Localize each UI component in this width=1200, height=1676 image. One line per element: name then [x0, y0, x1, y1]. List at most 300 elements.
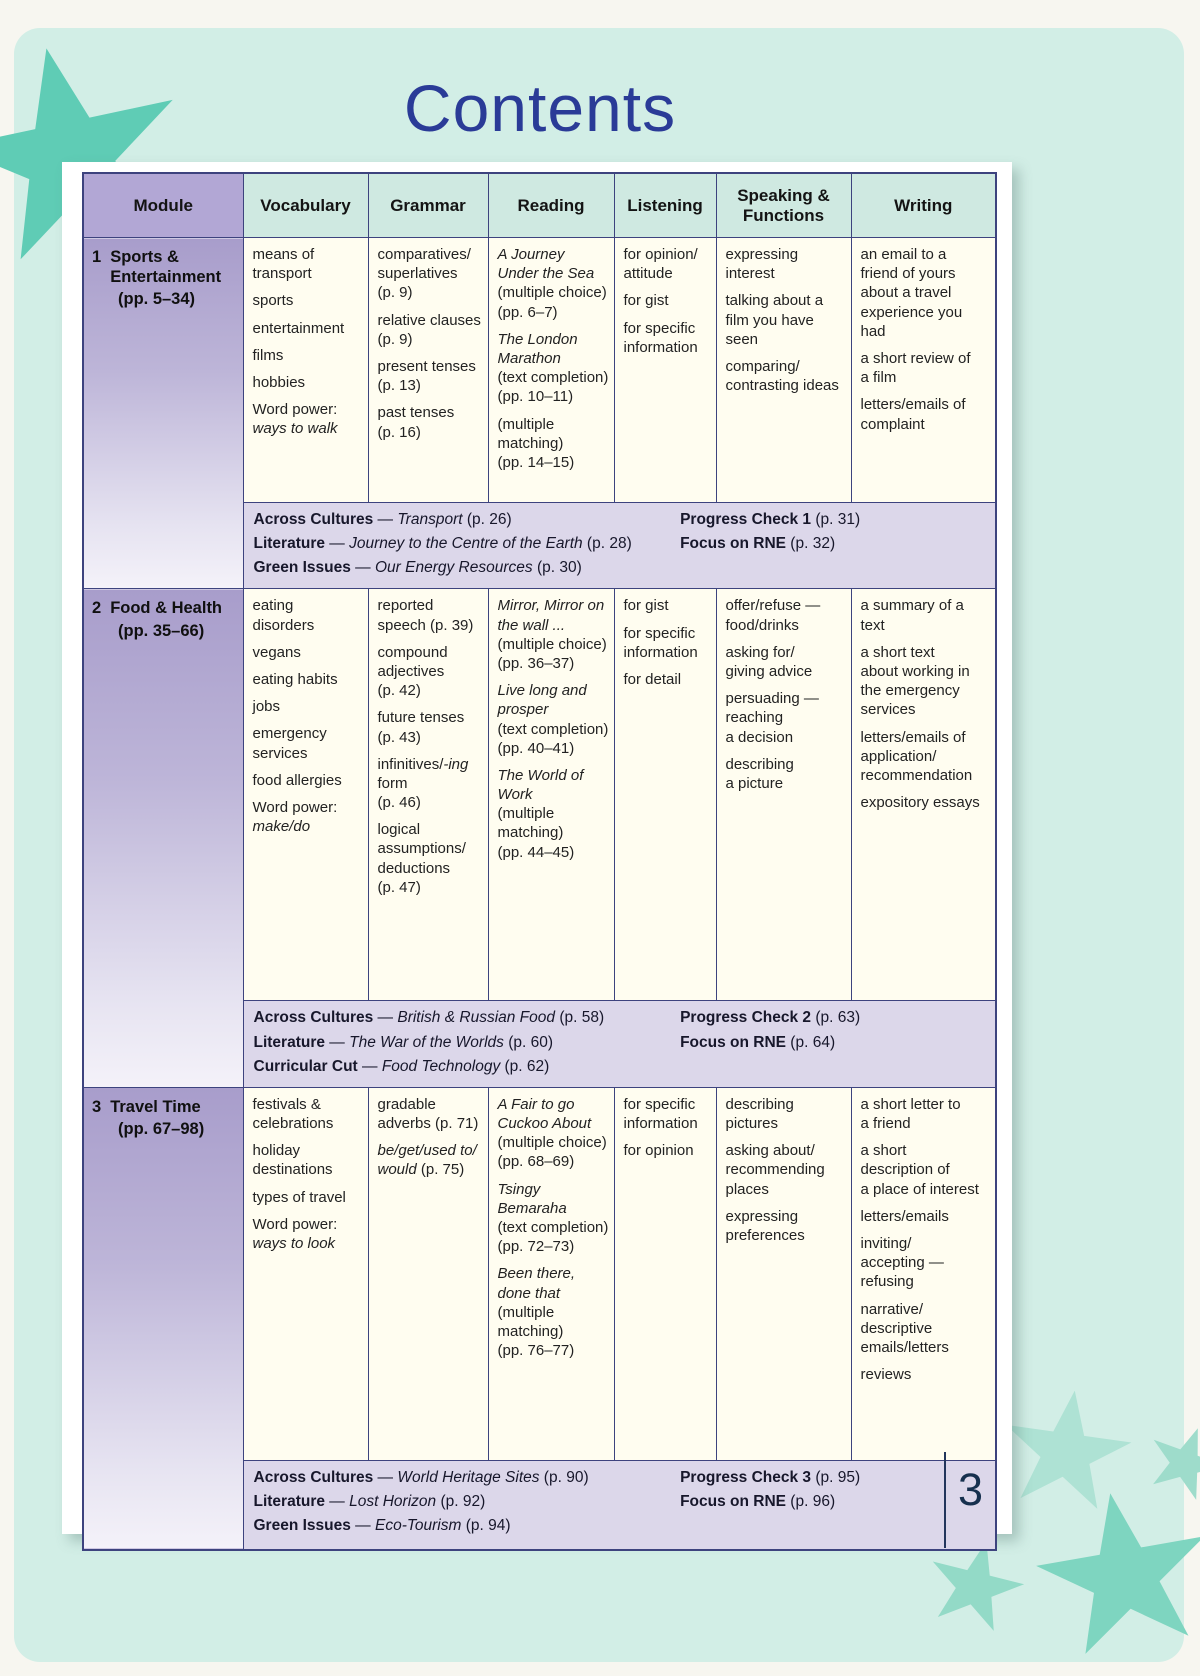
text-segment: for opinion — [623, 1142, 694, 1160]
text-segment: Green Issues — [253, 1517, 351, 1535]
vocabulary-item — [253, 798, 363, 836]
text-segment: (p. 42) — [377, 682, 421, 700]
text-segment: (p. 90) — [539, 1468, 589, 1486]
text-segment: a short review of — [860, 349, 971, 367]
text-segment: Progress Check 3 — [680, 1468, 812, 1486]
text-segment: (p. 9) — [377, 330, 413, 348]
speaking-cell — [716, 238, 851, 503]
grammar-item — [378, 1095, 483, 1133]
text-segment: eating habits — [252, 670, 338, 688]
text-segment: (pp. 40–41) — [497, 739, 575, 757]
listening-item — [624, 596, 711, 615]
text-segment: sports — [252, 292, 294, 310]
text-segment: (p. 32) — [786, 535, 836, 553]
text-segment: Transport — [397, 511, 463, 528]
grammar-item — [378, 596, 483, 634]
vocabulary-item — [253, 771, 363, 790]
module-number: 1 — [92, 248, 102, 266]
listening-item — [624, 291, 711, 310]
grammar-item — [378, 643, 483, 701]
grammar-cell — [368, 589, 488, 1001]
text-segment: a film — [860, 369, 897, 387]
text-segment: giving advice — [725, 662, 813, 680]
text-segment: means of — [252, 246, 315, 263]
text-segment: information — [623, 643, 698, 661]
contents-table-body — [83, 238, 996, 1551]
text-segment: A Fair to go Cuckoo About — [497, 1095, 592, 1133]
text-segment: offer/refuse — — [725, 597, 821, 615]
text-segment: Word power: — [252, 401, 338, 419]
text-segment: for gist — [623, 597, 669, 615]
text-segment: Word power: — [252, 1215, 338, 1233]
writing-item — [861, 1234, 991, 1292]
text-segment: be/get/used to/ — [377, 1142, 477, 1160]
module-1-extras-cell — [243, 503, 996, 589]
footer-left-column — [254, 1008, 681, 1080]
text-segment: matching) — [497, 824, 564, 842]
vocabulary-item — [253, 346, 363, 365]
listening-cell — [614, 589, 716, 1001]
text-segment: Bemaraha — [497, 1199, 567, 1217]
grammar-cell — [368, 238, 488, 503]
module-pages: (pp. 67–98) — [118, 1119, 205, 1138]
text-segment: refusing — [860, 1273, 914, 1291]
text-segment: (pp. 14–15) — [497, 453, 575, 471]
text-segment: a short text — [860, 643, 935, 661]
text-segment: (p. 31) — [811, 511, 861, 528]
text-segment: (p. 63) — [811, 1009, 861, 1027]
writing-item — [861, 643, 991, 720]
text-segment: for opinion/ — [623, 246, 698, 263]
text-segment: eating — [252, 597, 294, 615]
text-segment: festivals & — [252, 1095, 321, 1113]
module-1-row — [83, 238, 996, 503]
text-segment: form — [377, 774, 408, 792]
listening-item — [624, 670, 711, 689]
writing-item — [861, 245, 991, 341]
text-segment: a short letter to — [860, 1095, 961, 1113]
vocabulary-item — [253, 319, 363, 338]
listening-item — [624, 319, 711, 357]
text-segment: types of travel — [252, 1188, 346, 1206]
footer-line — [680, 1468, 989, 1488]
text-segment: (pp. 36–37) — [497, 654, 575, 672]
text-segment: vegans — [252, 643, 301, 661]
listening-item — [624, 1141, 711, 1160]
footer-line — [680, 1008, 989, 1028]
text-segment: letters/emails of — [860, 728, 966, 746]
text-segment: complaint — [860, 415, 925, 433]
text-segment: describing — [725, 1095, 794, 1113]
text-segment: (text completion) — [497, 720, 609, 738]
text-segment: assumptions/ — [377, 840, 466, 858]
vocabulary-cell — [243, 589, 368, 1001]
text-segment: for gist — [623, 292, 669, 310]
grammar-item — [378, 311, 483, 349]
text-segment: for specific — [623, 319, 696, 337]
reading-item — [498, 415, 609, 473]
listening-item — [624, 624, 711, 662]
reading-item — [498, 1264, 609, 1360]
text-segment: experience you — [860, 303, 963, 321]
footer-line — [680, 1033, 989, 1053]
text-segment: matching) — [497, 1322, 564, 1340]
text-segment: The World of Work — [497, 766, 584, 804]
text-segment: (pp. 6–7) — [497, 303, 558, 321]
speaking-item — [726, 1207, 846, 1245]
grammar-item — [378, 1141, 483, 1179]
text-segment: letters/emails of — [860, 396, 966, 414]
vocabulary-item — [253, 400, 363, 438]
text-segment: Tsingy — [497, 1180, 541, 1198]
text-segment: A Journey Under the Sea — [497, 246, 595, 283]
speaking-item — [726, 643, 846, 681]
text-segment: about working in — [860, 662, 970, 680]
col-header-grammar: Grammar — [368, 173, 488, 238]
text-segment: celebrations — [252, 1115, 334, 1133]
text-segment: Food Technology — [381, 1057, 501, 1075]
text-segment: Mirror, Mirror on the wall ... — [497, 597, 605, 634]
listening-item — [624, 1095, 711, 1133]
text-segment: — — [325, 535, 350, 553]
text-segment: Across Cultures — [253, 511, 374, 528]
footer-left-column — [254, 1468, 681, 1540]
grammar-item — [378, 708, 483, 746]
reading-item — [498, 1095, 609, 1172]
text-segment: the emergency — [860, 682, 960, 700]
text-segment: holiday — [252, 1142, 301, 1160]
vocabulary-item — [253, 670, 363, 689]
col-header-module: Module — [83, 173, 243, 238]
text-segment: reported — [377, 597, 434, 615]
footer-line — [254, 1057, 681, 1077]
text-segment: Focus on RNE — [680, 535, 786, 553]
contents-table — [82, 172, 997, 1551]
text-segment: make/do — [252, 818, 311, 836]
module-pages: (pp. 35–66) — [118, 621, 205, 640]
vocabulary-item — [253, 724, 363, 762]
text-segment: destinations — [252, 1161, 333, 1179]
text-segment: an email to a — [860, 246, 947, 263]
text-segment: logical — [377, 821, 421, 839]
col-header-writing: Writing — [851, 173, 996, 238]
module-3-extras-cell — [243, 1460, 996, 1550]
footer-line — [254, 534, 681, 554]
text-segment: jobs — [252, 698, 281, 716]
text-segment: application/ — [860, 747, 937, 765]
text-segment: information — [623, 338, 698, 356]
text-segment: (p. 58) — [555, 1009, 605, 1027]
text-segment: (p. 92) — [436, 1492, 486, 1510]
writing-cell — [851, 589, 996, 1001]
text-segment: preferences — [725, 1226, 805, 1244]
text-segment: Focus on RNE — [680, 1033, 786, 1051]
text-segment: emergency — [252, 725, 327, 743]
listening-cell — [614, 238, 716, 503]
text-segment: (multiple choice) — [497, 284, 607, 302]
footer-line — [680, 534, 989, 554]
speaking-cell — [716, 1087, 851, 1460]
footer-line — [680, 510, 989, 530]
text-segment: contrasting ideas — [725, 377, 839, 395]
text-segment: gradable — [377, 1095, 436, 1113]
vocabulary-item — [253, 1095, 363, 1133]
writing-item — [861, 1141, 991, 1199]
speaking-item — [726, 755, 846, 793]
text-segment: recommendation — [860, 766, 973, 784]
footer-line — [254, 1008, 681, 1028]
text-segment: narrative/ — [860, 1300, 924, 1318]
text-segment: The London Marathon — [497, 330, 578, 367]
writing-item — [861, 793, 991, 812]
text-segment: disorders — [252, 616, 315, 634]
table-header-row — [83, 173, 996, 238]
footer-right-column — [680, 1008, 989, 1080]
speaking-item — [726, 291, 846, 349]
footer-line — [254, 1516, 681, 1536]
text-segment: friend of yours — [860, 265, 956, 283]
text-segment: (p. 64) — [786, 1033, 836, 1051]
text-segment: Live long and prosper — [497, 682, 587, 719]
text-segment: talking about a — [725, 292, 824, 310]
page-title: Contents — [403, 71, 677, 145]
writing-item — [861, 728, 991, 786]
text-segment: a short — [860, 1142, 907, 1160]
text-segment: expressing — [725, 1207, 799, 1225]
vocabulary-item — [253, 1141, 363, 1179]
text-segment: — — [325, 1033, 350, 1051]
text-segment: film you have — [725, 311, 814, 329]
text-segment: about a travel — [860, 284, 952, 302]
text-segment: British & Russian Food — [397, 1009, 556, 1027]
text-segment: accepting — — [860, 1254, 944, 1272]
text-segment: recommending — [725, 1161, 825, 1179]
writing-item — [861, 1365, 991, 1384]
text-segment: comparing/ — [725, 357, 800, 375]
text-segment: information — [623, 1115, 698, 1133]
vocabulary-item — [253, 596, 363, 634]
footer-left-column — [254, 510, 681, 582]
module-name: Sports & Entertainment — [110, 248, 222, 287]
text-segment: — — [357, 1057, 382, 1075]
footer-line — [254, 1468, 681, 1488]
text-segment: adverbs (p. 71) — [377, 1115, 479, 1133]
text-segment: — — [325, 1492, 350, 1510]
speaking-item — [726, 596, 846, 634]
text-segment: speech (p. 39) — [377, 616, 474, 634]
listening-cell — [614, 1087, 716, 1460]
footer-line — [680, 1492, 989, 1512]
text-segment: description of — [860, 1161, 950, 1179]
text-segment: food/drinks — [725, 616, 799, 634]
text-segment: Lost Horizon — [349, 1492, 437, 1510]
text-segment: pictures — [725, 1115, 779, 1133]
text-segment: for detail — [623, 670, 682, 688]
writing-item — [861, 1300, 991, 1358]
speaking-item — [726, 1141, 846, 1199]
text-segment: comparatives/ — [377, 246, 471, 263]
text-segment: — — [373, 1468, 398, 1486]
text-segment: (pp. 76–77) — [497, 1342, 575, 1360]
speaking-item — [726, 245, 846, 283]
text-segment: relative clauses — [377, 311, 481, 329]
vocabulary-item — [253, 643, 363, 662]
text-segment: (p. 47) — [377, 878, 421, 896]
text-segment: (p. 43) — [377, 728, 421, 746]
footer-line — [254, 1033, 681, 1053]
speaking-cell — [716, 589, 851, 1001]
text-segment: ways to look — [252, 1234, 336, 1252]
text-segment: seen — [725, 330, 759, 348]
text-segment: past tenses — [377, 404, 455, 422]
speaking-item — [726, 1095, 846, 1133]
module-2-row — [83, 589, 996, 1001]
col-header-listening: Listening — [614, 173, 716, 238]
footer-right-column — [680, 1468, 989, 1540]
page-number-divider — [944, 1452, 946, 1548]
text-segment: -ing — [443, 755, 469, 773]
text-segment: (p. 26) — [462, 511, 512, 528]
writing-item — [861, 596, 991, 634]
text-segment: text — [860, 616, 885, 634]
text-segment: Been there, done that — [497, 1265, 576, 1302]
text-segment: Eco-Tourism — [374, 1517, 462, 1535]
text-segment: places — [725, 1180, 769, 1198]
text-segment: (multiple choice) — [497, 635, 607, 653]
col-header-reading: Reading — [488, 173, 614, 238]
text-segment: Our Energy Resources — [374, 559, 533, 577]
text-segment: Literature — [253, 1492, 325, 1510]
reading-item — [498, 596, 609, 673]
module-pages: (pp. 5–34) — [118, 290, 196, 309]
module-name: Travel Time — [110, 1097, 201, 1116]
col-header-speaking-functions: Speaking & Functions — [716, 173, 851, 238]
text-segment: persuading — — [725, 690, 819, 708]
text-segment: present tenses — [377, 357, 476, 375]
text-segment: (pp. 68–69) — [497, 1153, 575, 1171]
text-segment: for specific — [623, 1095, 696, 1113]
text-segment: describing — [725, 755, 794, 773]
text-segment: (multiple matching) — [497, 415, 564, 452]
reading-cell — [488, 238, 614, 503]
text-segment: asking for/ — [725, 643, 795, 661]
vocabulary-item — [253, 697, 363, 716]
writing-cell — [851, 1087, 996, 1460]
text-segment: (p. 46) — [377, 794, 421, 812]
text-segment: food allergies — [252, 771, 342, 789]
grammar-item — [378, 357, 483, 395]
text-segment: films — [252, 346, 284, 364]
text-segment: (pp. 72–73) — [497, 1238, 575, 1256]
grammar-item — [378, 245, 483, 303]
text-segment: (p. 16) — [377, 423, 421, 441]
reading-cell — [488, 1087, 614, 1460]
text-segment: — — [373, 1009, 398, 1027]
text-segment: — — [350, 559, 375, 577]
module-number: 2 — [92, 599, 102, 618]
module-number: 3 — [92, 1097, 102, 1116]
text-segment: transport — [252, 265, 312, 283]
col-header-vocabulary: Vocabulary — [243, 173, 368, 238]
text-segment: Green Issues — [253, 559, 351, 577]
vocabulary-item — [253, 245, 363, 283]
text-segment: (p. 62) — [500, 1057, 550, 1075]
vocabulary-cell — [243, 1087, 368, 1460]
text-segment: Across Cultures — [253, 1009, 374, 1027]
text-segment: Literature — [253, 1033, 325, 1051]
text-segment: services — [252, 744, 308, 762]
text-segment: asking about/ — [725, 1142, 815, 1160]
text-segment: (multiple — [497, 1303, 555, 1321]
text-segment: expository essays — [860, 794, 980, 812]
reading-item — [498, 766, 609, 862]
text-segment: (p. 30) — [532, 559, 582, 577]
text-segment: attitude — [623, 265, 673, 283]
writing-item — [861, 395, 991, 433]
text-segment: adjectives — [377, 662, 445, 680]
module-1-title-cell — [83, 238, 243, 589]
text-segment: expressing — [725, 246, 799, 263]
listening-item — [624, 245, 711, 283]
text-segment: (text completion) — [497, 369, 609, 387]
text-segment: Across Cultures — [253, 1468, 374, 1486]
text-segment: infinitives/ — [377, 755, 444, 773]
speaking-item — [726, 689, 846, 747]
text-segment: Curricular Cut — [253, 1057, 358, 1075]
text-segment: future tenses — [377, 709, 465, 727]
text-segment: interest — [725, 265, 775, 283]
text-segment: compound — [377, 643, 448, 661]
writing-cell — [851, 238, 996, 503]
text-segment: (p. 94) — [461, 1517, 511, 1535]
vocabulary-item — [253, 373, 363, 392]
text-segment: (p. 9) — [377, 284, 413, 302]
module-3-title-cell — [83, 1087, 243, 1550]
page-number: 3 — [958, 1464, 984, 1515]
text-segment: (pp. 44–45) — [497, 843, 575, 861]
text-segment: Literature — [253, 535, 325, 553]
module-2-extras-cell — [243, 1001, 996, 1087]
text-segment: a summary of a — [860, 597, 964, 615]
text-segment: superlatives — [377, 265, 458, 283]
grammar-item — [378, 820, 483, 897]
reading-item — [498, 245, 609, 322]
module-name: Food & Health — [110, 599, 223, 618]
grammar-item — [378, 755, 483, 813]
grammar-cell — [368, 1087, 488, 1460]
vocabulary-cell — [243, 238, 368, 503]
text-segment: ways to walk — [252, 420, 338, 438]
text-segment: a place of interest — [860, 1180, 979, 1198]
text-segment: — — [373, 511, 398, 528]
text-segment: (pp. 10–11) — [497, 388, 574, 406]
text-segment: entertainment — [252, 319, 345, 337]
reading-cell — [488, 589, 614, 1001]
footer-line — [254, 1492, 681, 1512]
text-segment: reviews — [860, 1366, 912, 1384]
text-segment: Word power: — [252, 798, 338, 816]
text-segment: had — [860, 322, 886, 340]
vocabulary-item — [253, 1188, 363, 1207]
text-segment: (multiple — [497, 805, 555, 823]
footer-line — [254, 558, 681, 578]
writing-item — [861, 349, 991, 387]
text-segment: a friend — [860, 1115, 911, 1133]
text-segment: Journey to the Centre of the Earth — [349, 535, 583, 553]
module-3-row — [83, 1087, 996, 1460]
text-segment: — — [350, 1517, 375, 1535]
text-segment: services — [860, 701, 916, 719]
